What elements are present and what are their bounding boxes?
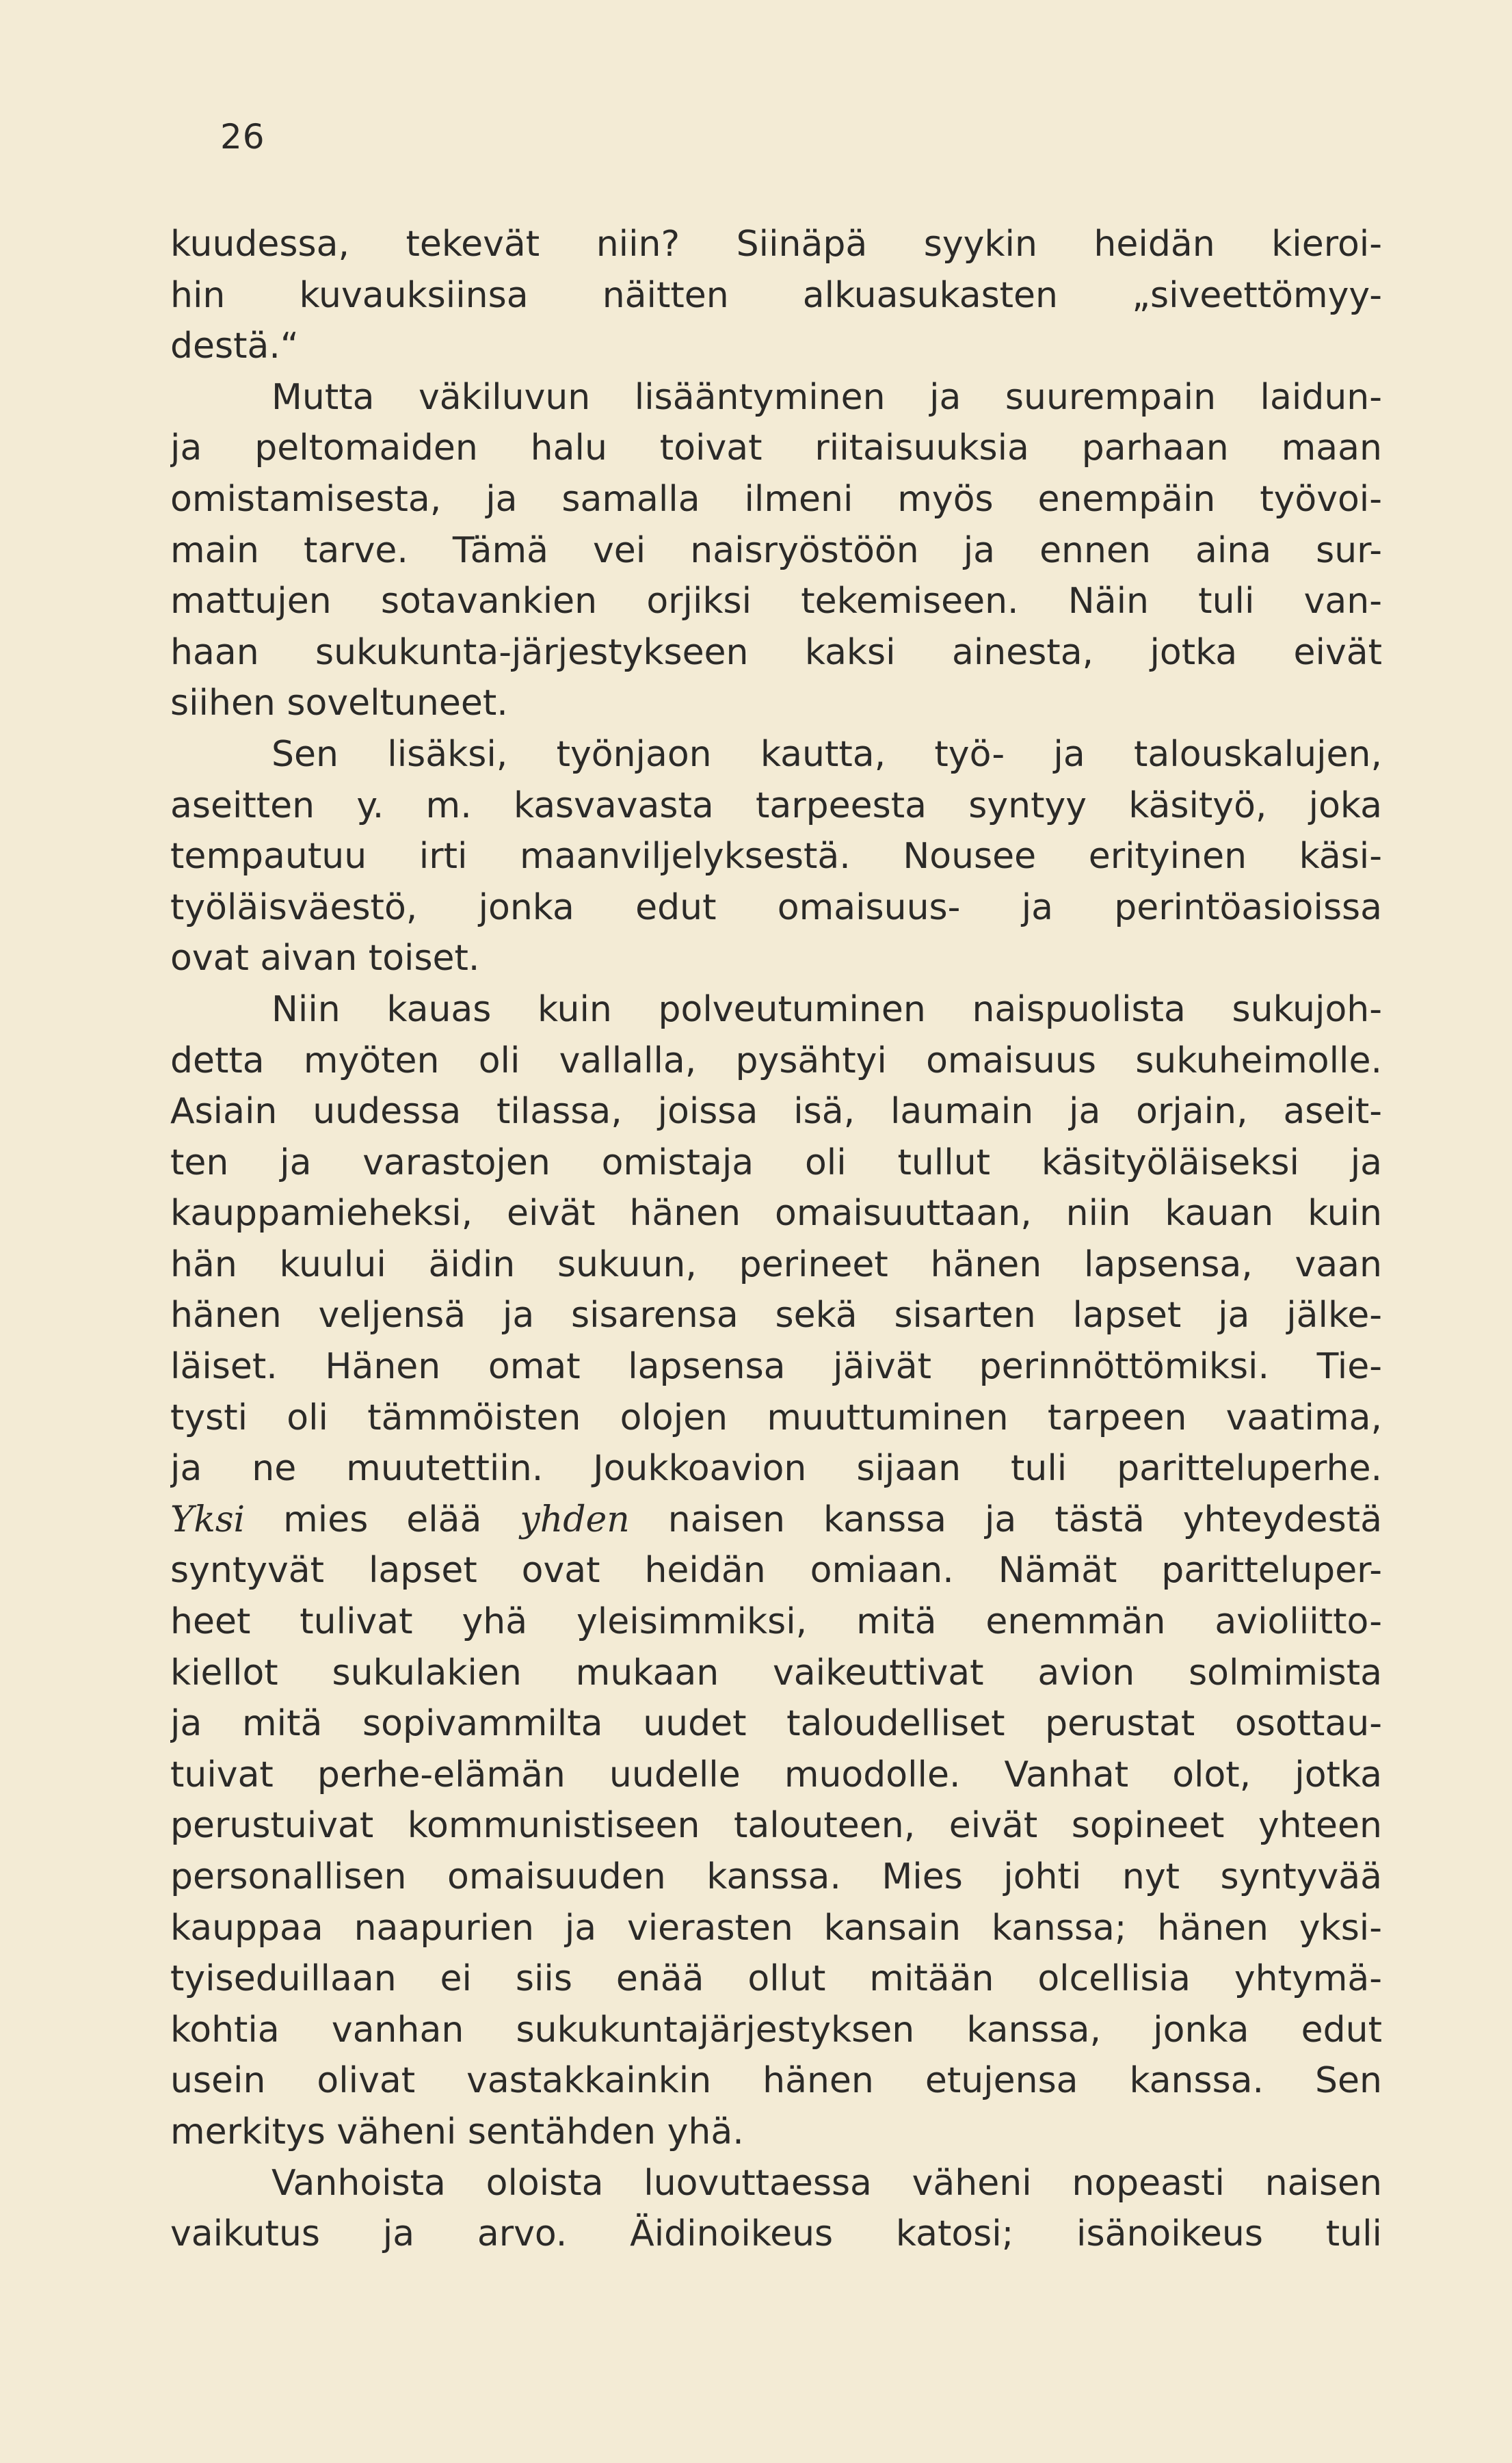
text-line: tuivat perhe-elämän uudelle muodolle. Vanhat olot, jotka xyxy=(170,1754,1382,1795)
text-segment: mies elää xyxy=(245,1499,520,1540)
page-number: 26 xyxy=(220,117,265,157)
paragraph-start-line: Niin kauas kuin polveutuminen naispuolista sukujoh- xyxy=(271,988,1382,1030)
text-line: ja mitä sopivammilta uudet taloudelliset perustat osottau- xyxy=(170,1703,1382,1745)
text-line: ja ne muutettiin. Joukkoavion sijaan tuli paritteluperhe. xyxy=(170,1448,1382,1490)
text-line: tysti oli tämmöisten olojen muuttuminen tarpeen vaatima, xyxy=(170,1397,1382,1438)
text-line: kauppamieheksi, eivät hänen omaisuuttaan, niin kauan kuin xyxy=(170,1193,1382,1235)
text-line: main tarve. Tämä vei naisryöstöön ja ennen aina sur- xyxy=(170,529,1382,571)
text-line: ten ja varastojen omistaja oli tullut käsityöläiseksi ja xyxy=(170,1142,1382,1183)
emphasis-yksi: Yksi xyxy=(170,1499,246,1540)
body-text xyxy=(170,219,1382,2260)
text-line: destä.“ xyxy=(170,326,299,367)
text-line: kauppaa naapurien ja vierasten kansain kanssa; hänen yksi- xyxy=(170,1907,1382,1949)
text-line-with-emphasis xyxy=(170,1494,1382,1546)
text-line: ja peltomaiden halu toivat riitaisuuksia parhaan maan xyxy=(170,427,1382,469)
text-line: tyiseduillaan ei siis enää ollut mitään olcellisia yhtymä- xyxy=(170,1958,1382,2000)
text-line: vaikutus ja arvo. Äidinoikeus katosi; isänoikeus tuli xyxy=(170,2213,1382,2255)
text-segment: naisen kanssa ja tästä yhteydestä xyxy=(629,1499,1382,1540)
text-line: heet tulivat yhä yleisimmiksi, mitä enemmän avioliitto- xyxy=(170,1601,1382,1643)
text-line: haan sukukunta-järjestykseen kaksi ainesta, jotka eivät xyxy=(170,631,1382,673)
text-line: hänen veljensä ja sisarensa sekä sisarten lapset ja jälke- xyxy=(170,1295,1382,1336)
emphasis-yhden: yhden xyxy=(520,1499,630,1540)
text-line: siihen soveltuneet. xyxy=(170,683,508,724)
text-line: mattujen sotavankien orjiksi tekemiseen. Näin tuli van- xyxy=(170,581,1382,622)
paragraph-start-line: Mutta väkiluvun lisääntyminen ja suurempain laidun- xyxy=(271,376,1382,418)
text-line: omistamisesta, ja samalla ilmeni myös enempäin työvoi- xyxy=(170,478,1382,520)
text-line: hin kuvauksiinsa näitten alkuasukasten „siveettömyy- xyxy=(170,274,1382,316)
text-line: Asiain uudessa tilassa, joissa isä, laumain ja orjain, aseit- xyxy=(170,1091,1382,1133)
text-line: työläisväestö, jonka edut omaisuus- ja perintöasioissa xyxy=(170,886,1382,928)
text-line: perustuivat kommunistiseen talouteen, eivät sopineet yhteen xyxy=(170,1805,1382,1847)
text-line: läiset. Hänen omat lapsensa jäivät perinnöttömiksi. Tie- xyxy=(170,1346,1382,1388)
text-line: kohtia vanhan sukukuntajärjestyksen kanssa, jonka edut xyxy=(170,2009,1382,2051)
text-line: aseitten y. m. kasvavasta tarpeesta syntyy käsityö, joka xyxy=(170,785,1382,826)
text-line: kiellot sukulakien mukaan vaikeuttivat avion solmimista xyxy=(170,1652,1382,1694)
text-line: hän kuului äidin sukuun, perineet hänen lapsensa, vaan xyxy=(170,1243,1382,1285)
text-line: ovat aivan toiset. xyxy=(170,938,480,979)
paragraph-start-line: Vanhoista oloista luovuttaessa väheni nopeasti naisen xyxy=(271,2162,1382,2204)
text-line: personallisen omaisuuden kanssa. Mies johti nyt syntyvää xyxy=(170,1856,1382,1897)
text-line: syntyvät lapset ovat heidän omiaan. Nämät paritteluper- xyxy=(170,1550,1382,1592)
text-line: usein olivat vastakkainkin hänen etujensa kanssa. Sen xyxy=(170,2060,1382,2102)
text-line: merkitys väheni sentähden yhä. xyxy=(170,2111,744,2152)
text-line: kuudessa, tekevät niin? Siinäpä syykin heidän kieroi- xyxy=(170,224,1382,265)
text-line: tempautuu irti maanviljelyksestä. Nousee erityinen käsi- xyxy=(170,836,1382,878)
paragraph-start-line: Sen lisäksi, työnjaon kautta, työ- ja talouskalujen, xyxy=(271,733,1382,775)
text-line: detta myöten oli vallalla, pysähtyi omaisuus sukuheimolle. xyxy=(170,1040,1382,1081)
